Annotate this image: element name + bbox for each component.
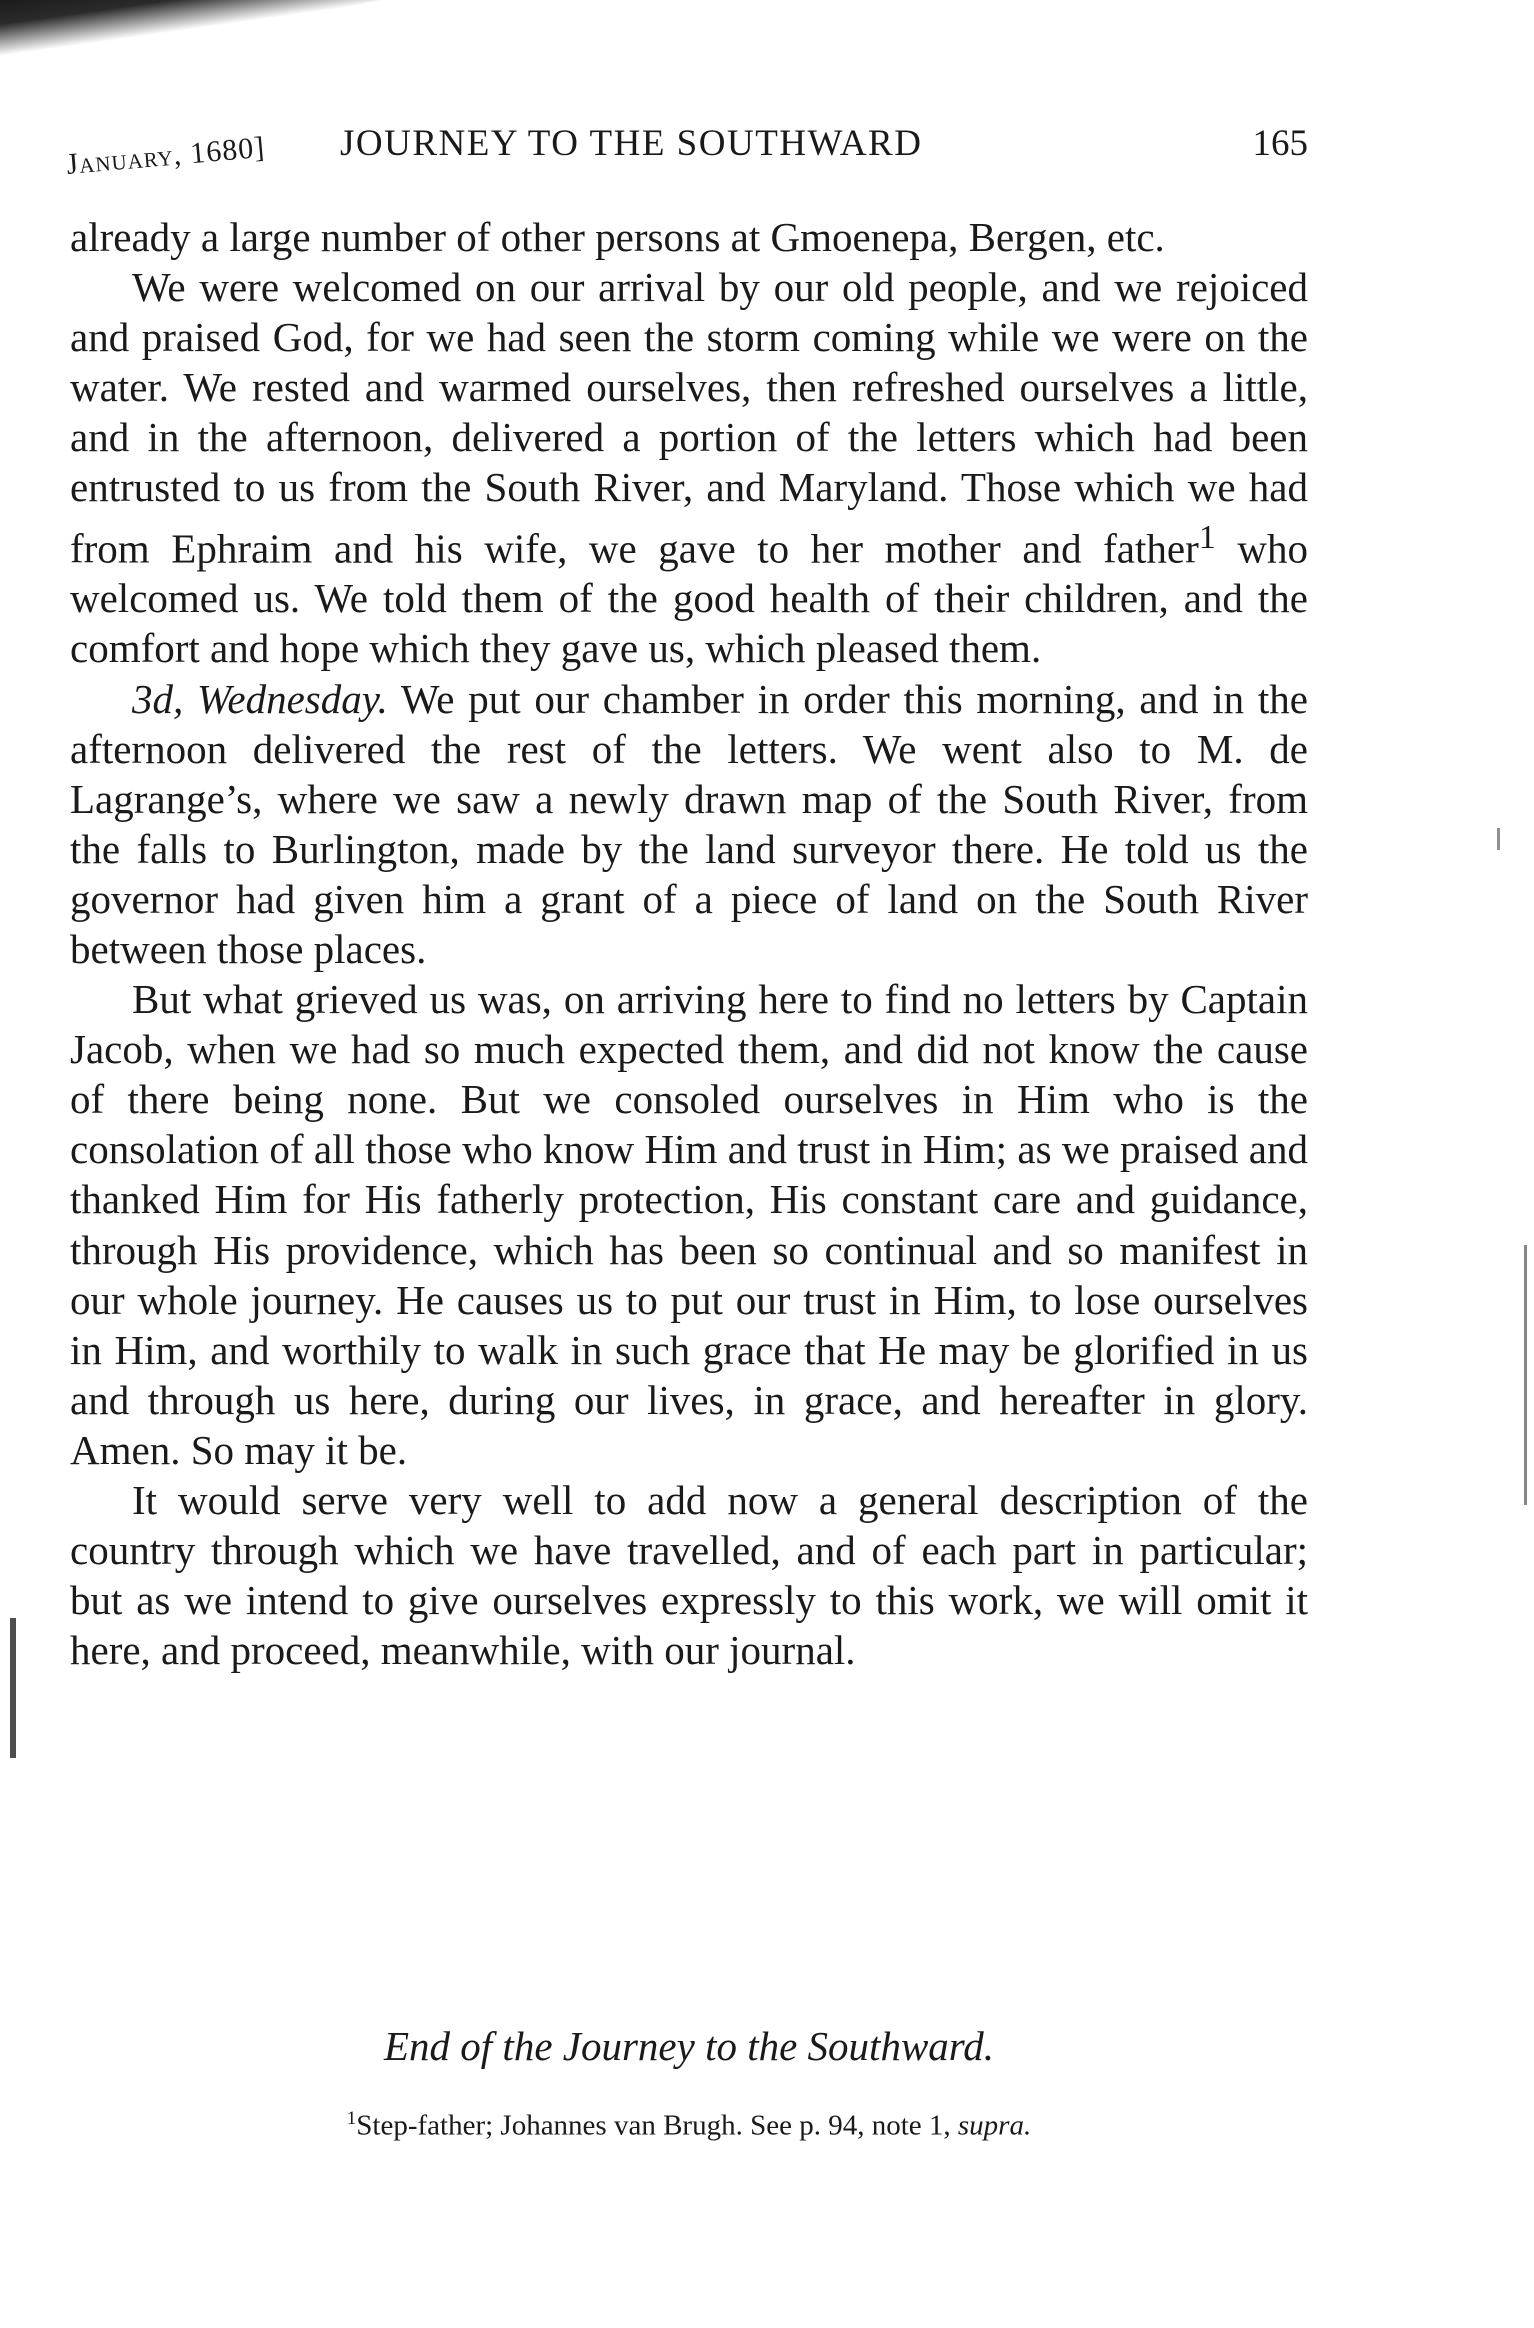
footnote-supra: supra. <box>957 2109 1032 2142</box>
paragraph-2-end: who welcomed us. We told them of the good health of their children, and the comfort and hope which they gave us, which pleased them. <box>70 525 1309 672</box>
footnote-text: Step-father; Johannes van Brugh. See p. 94, note 1, <box>356 2109 958 2142</box>
paragraph-5: It would serve very well to add now a general description of the country through which we have travelled, and of each part in particular; but as we intend to give ourselves expressly to this work, we will omit it here, and proceed, meanwhile, with our journal. <box>70 1477 1308 1674</box>
page-number: 165 <box>1252 123 1308 164</box>
footnote-marker: 1 <box>346 2108 357 2129</box>
paragraph-2-text: We were welcomed on our arrival by our old people, and we rejoiced and praised God, for we had seen the storm coming while we were on the water. We rested and warmed ourselves, then refreshed ourselves a little, and in the afternoon, delivered a portion of the letters which had been entrusted to us from the South River, and Maryland. Those which we had from Ephraim and his wife, we gave to her mother and father <box>70 264 1308 572</box>
left-margin-mark <box>10 1618 16 1758</box>
closing-line: End of the Journey to the Southward. <box>384 2023 994 2069</box>
footnote <box>70 2108 1308 2143</box>
scan-shadow <box>0 0 380 80</box>
footnote-reference: 1 <box>1198 518 1216 556</box>
paragraph-2 <box>70 262 1308 673</box>
paragraph-3 <box>70 674 1308 975</box>
paragraph-4: But what grieved us was, on arriving here to find no letters by Captain Jacob, when we had so much expected them, and did not know the cause of there being none. But we consoled ourselves in Him who is the consolation of all those who know Him and trust in Him; as we praised and thanked Him for His fatherly protection, His constant care and guidance, through His providence, which has been so continual and so manifest in our whole journey. He causes us to put our trust in Him, to lose ourselves in Him, and worthily to walk in such grace that He may be glorified in us and through us here, during our lives, in grace, and hereafter in glory. Amen. So may it be. <box>70 976 1308 1473</box>
paragraph-1: already a large number of other persons at Gmoenepa, Bergen, etc. <box>70 214 1165 260</box>
body-text <box>70 212 1308 1675</box>
running-head <box>65 120 1308 182</box>
running-head-title: JOURNEY TO THE SOUTHWARD <box>340 123 923 164</box>
paragraph-3-text: We put our chamber in order this morning, and in the afternoon delivered the rest of the letters. We went also to M. de Lagrange’s, where we saw a newly drawn map of the South River, from the falls to Burlington, made by the land surveyor there. He told us the governor had given him a grant of a piece of land on the South River between those places. <box>70 675 1308 972</box>
running-head-date: January, 1680] <box>65 130 267 182</box>
right-margin-tick <box>1497 828 1500 850</box>
date-heading: 3d, Wednesday. <box>132 675 388 722</box>
right-margin-mark <box>1524 1245 1527 1505</box>
